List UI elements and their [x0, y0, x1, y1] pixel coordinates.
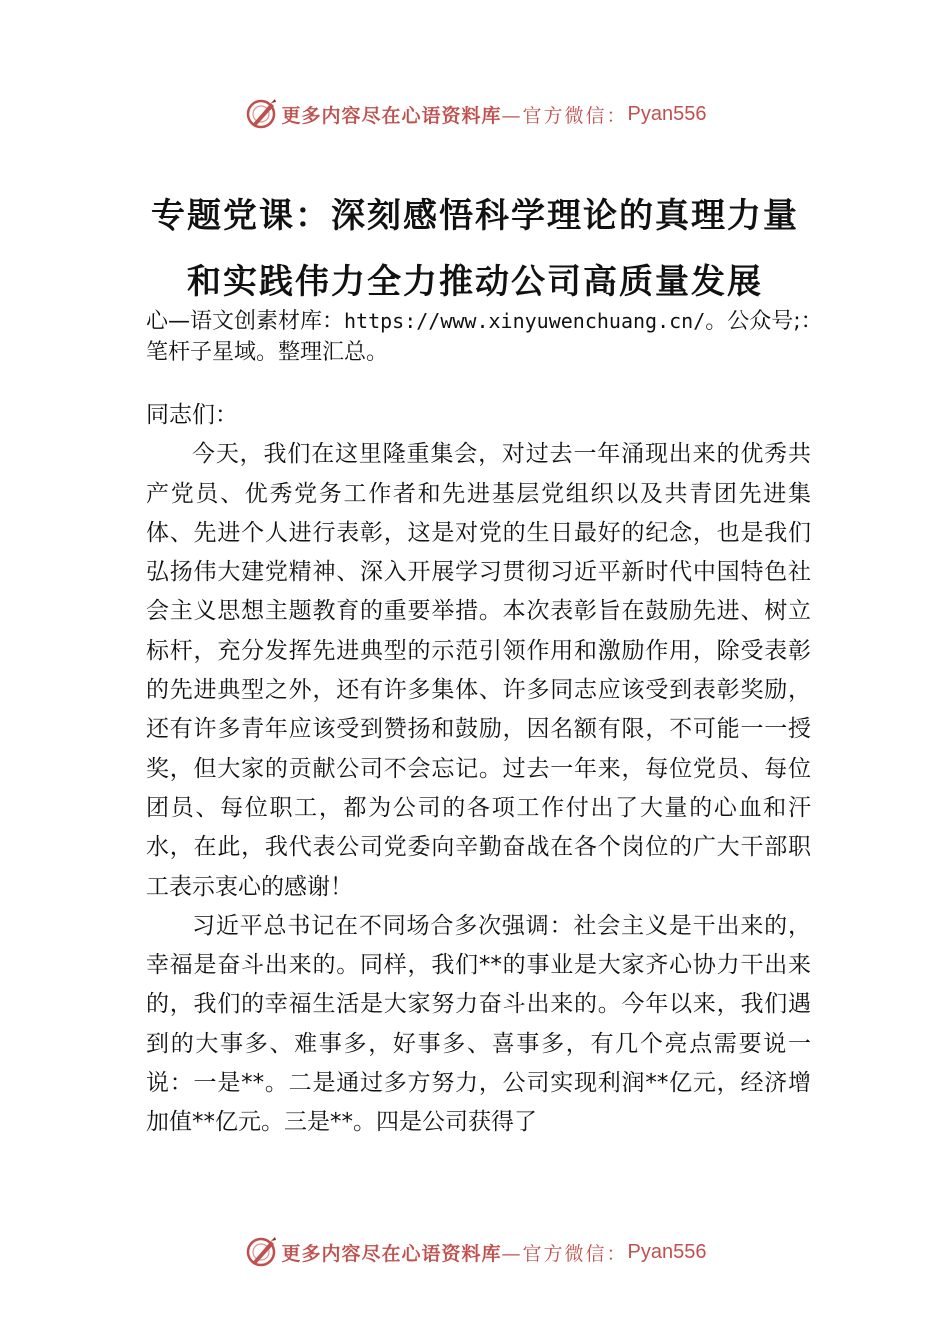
banner-text: 更多内容尽在心语资料库 — [281, 104, 502, 127]
paragraph-1: 今天，我们在这里隆重集会，对过去一年涌现出来的优秀共产党员、优秀党务工作者和先进基层党组织以及共青团先进集体、先进个人进行表彰，这是对党的生日最好的纪念，也是我们弘扬伟大建党精神、深入开展学习贯彻习近平新时代中国特色社会主义思想主题教育的重要举措。本次表彰旨在鼓励先进、树立标杆，充分发挥先进典型的示范引领作用和激励作用，除受表彰的先进典型之外，还有许多集体、许多同志应该受到表彰奖励，还有许多青年应该受到赞扬和鼓励，因名额有限，不可能一一授奖，但大家的贡献公司不会忘记。过去一年来，每位党员、每位团员、每位职工，都为公司的各项工作付出了大量的心血和汗水，在此，我代表公司党委向辛勤奋战在各个岗位的广大干部职工表示衷心的感谢！ — [146, 441, 811, 900]
document-title-line-1: 专题党课：深刻感悟科学理论的真理力量 — [151, 196, 799, 236]
source-suffix: 。公众号;：笔杆子星域。整理汇总。 — [146, 309, 823, 365]
wechat-id: Pyan556 — [627, 102, 707, 125]
document-body — [146, 396, 811, 1143]
source-note — [146, 306, 836, 368]
quill-pen-logo-icon — [244, 97, 278, 131]
footer-banner — [0, 1232, 950, 1272]
banner-text: 更多内容尽在心语资料库 — [281, 1242, 502, 1265]
source-prefix: 心—语文创素材库： — [146, 309, 345, 334]
salutation: 同志们： — [146, 402, 238, 428]
banner-separator: —官方微信： — [501, 104, 628, 127]
header-banner — [0, 94, 950, 134]
source-url: https://www.xinyuwenchuang.cn/ — [344, 309, 706, 333]
banner-separator: —官方微信： — [501, 1242, 628, 1265]
quill-pen-logo-icon — [244, 1235, 278, 1269]
wechat-id: Pyan556 — [627, 1240, 707, 1263]
document-title-line-2: 和实践伟力全力推动公司高质量发展 — [187, 262, 763, 302]
paragraph-2: 习近平总书记在不同场合多次强调：社会主义是干出来的，幸福是奋斗出来的。同样，我们**的事业是大家齐心协力干出来的，我们的幸福生活是大家努力奋斗出来的。今年以来，我们遇到的大事多、难事多，好事多、喜事多，有几个亮点需要说一说：一是**。二是通过多方努力，公司实现利润**亿元，经济增加值**亿元。三是**。四是公司获得了 — [146, 912, 811, 1136]
